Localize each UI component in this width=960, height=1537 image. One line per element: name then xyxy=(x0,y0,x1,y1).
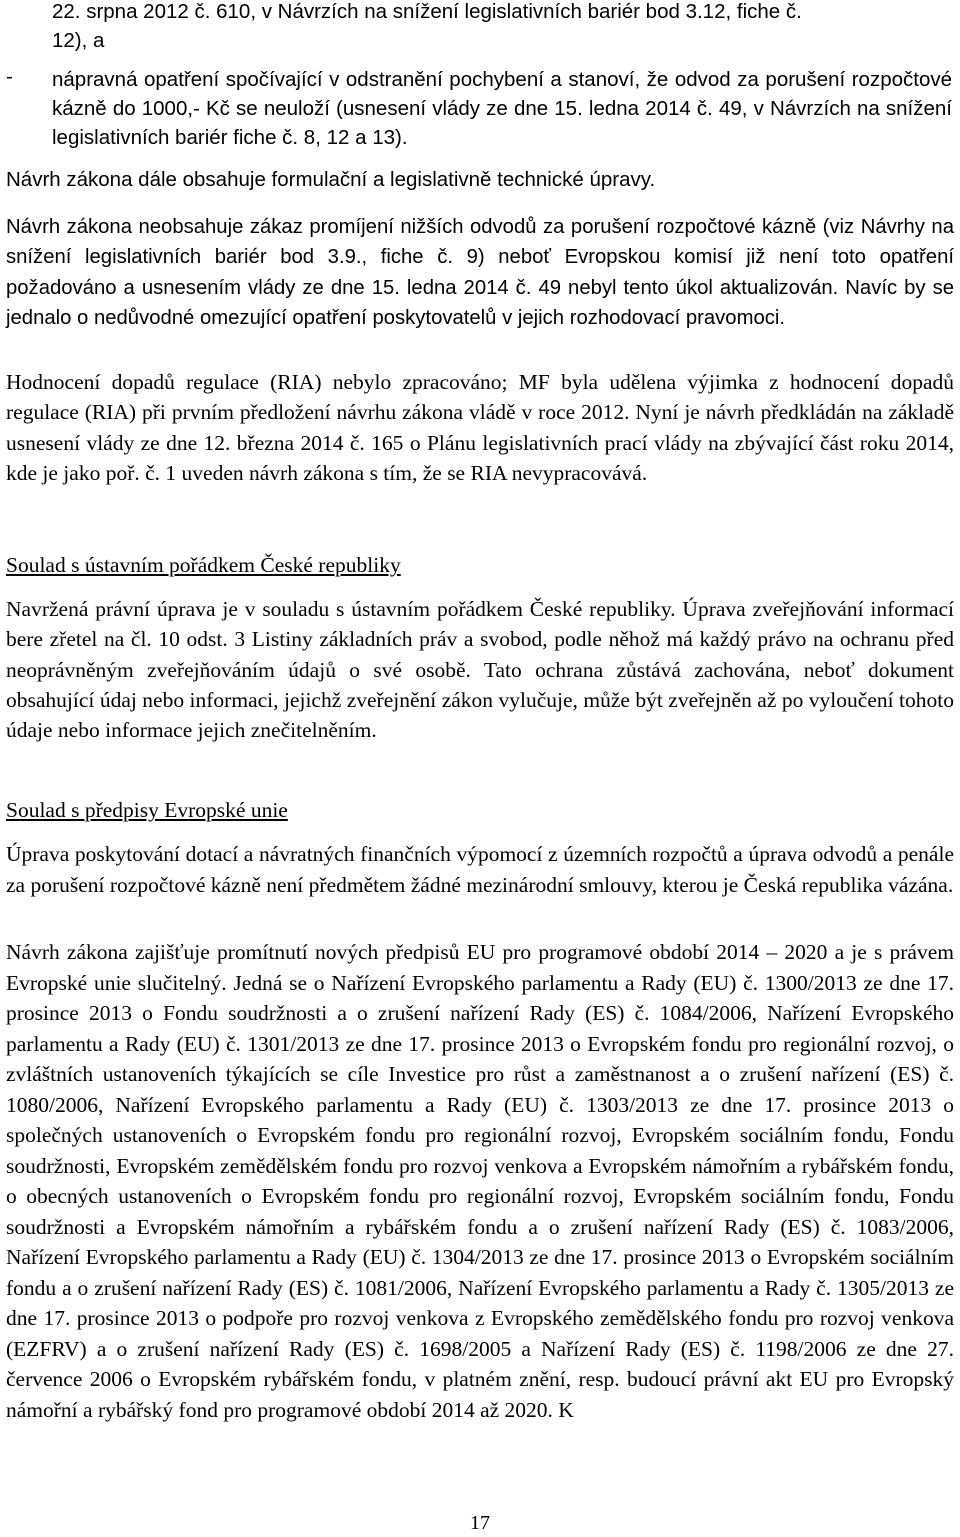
paragraph-ustava: Navržená právní úprava je v souladu s ústavním pořádkem České republiky. Úprava zveřejňování informací bere zřetel na čl. 10 odst. 3 Listiny základních práv a svobod, podle něhož má každý právo na ochranu před neoprávněným zveřejňováním údajů o své osobě. Tato ochrana zůstává zachována, neboť dokument obsahující údaj nebo informaci, jejichž zveřejnění zákon vylučuje, může být zveřejněn až po vyloučení tohoto údaje nebo informace jejich znečitelněním. xyxy=(6,597,954,743)
paragraph-promijeni: Návrh zákona neobsahuje zákaz promíjení nižších odvodů za porušení rozpočtové kázně (viz Návrhy na snížení legislativních bariér bod 3.9., fiche č. 9) neboť Evropskou komisí již není toto opatření požadováno a usnesením vlády ze dne 15. ledna 2014 č. 49 nebyl tento úkol aktualizován. Navíc by se jednalo o nedůvodné omezující opatření poskytovatelů v jejich rozhodovací pravomoci. xyxy=(6,216,954,329)
paragraph-ria: Hodnocení dopadů regulace (RIA) nebylo zpracováno; MF byla udělena výjimka z hodnocení dopadů regulace (RIA) při prvním předložení návrhu zákona vládě v roce 2012. Nyní je návrh předkládán na základě usnesení vlády ze dne 12. března 2014 č. 165 o Plánu legislativních prací vlády na zbývající část roku 2014, kde je jako poř. č. 1 uveden návrh zákona s tím, že se RIA nevypracovává. xyxy=(6,370,954,485)
bullet-text: nápravná opatření spočívající v odstranění pochybení a stanoví, že odvod za porušení rozpočtové kázně do 1000,- Kč se neuloží (usnesení vlády ze dne 15. ledna 2014 č. 49, v Návrzích na snížení legislativních bariér fiche č. 8, 12 a 13). xyxy=(52,68,952,149)
section-heading-eu: Soulad s předpisy Evropské unie xyxy=(6,798,288,822)
section-heading-ustava: Soulad s ústavním pořádkem České republiky xyxy=(6,553,401,577)
paragraph-eu-1: Úprava poskytování dotací a návratných finančních výpomocí z územních rozpočtů a úprava odvodů a penále za porušení rozpočtové kázně není předmětem žádné mezinárodní smlouvy, kterou je Česká republika vázána. xyxy=(6,842,954,897)
continuation-text xyxy=(52,0,952,55)
paragraph-eu-2: Návrh zákona zajišťuje promítnutí nových předpisů EU pro programové období 2014 – 2020 a je s právem Evropské unie slučitelný. Jedná se o Nařízení Evropského parlamentu a Rady (EU) č. 1300/2013 ze dne 17. prosince 2013 o Fondu soudržnosti a o zrušení nařízení Rady (ES) č. 1084/2006, Nařízení Evropského parlamentu a Rady (EU) č. 1301/2013 ze dne 17. prosince 2013 o Evropském fondu pro regionální rozvoj, o zvláštních ustanoveních týkajících se cíle Investice pro růst a zaměstnanost a o zrušení nařízení (ES) č. 1080/2006, Nařízení Evropského parlamentu a Rady (EU) č. 1303/2013 ze dne 17. prosince 2013 o společných ustanoveních o Evropském fondu pro regionální rozvoj, Evropském sociálním fondu, Fondu soudržnosti, Evropském zemědělském fondu pro rozvoj venkova a Evropském námořním a rybářském fondu, o obecných ustanoveních o Evropském fondu pro regionální rozvoj, Evropském sociálním fondu, Fondu soudržnosti a Evropském námořním a rybářském fondu a o zrušení nařízení Rady (ES) č. 1083/2006, Nařízení Evropského parlamentu a Rady (EU) č. 1304/2013 ze dne 17. prosince 2013 o Evropském sociálním fondu a o zrušení nařízení Rady (ES) č. 1081/2006, Nařízení Evropského parlamentu a Rady č. 1305/2013 ze dne 17. prosince 2013 o podpoře pro rozvoj venkova z Evropského zemědělského fondu pro rozvoj venkova (EZFRV) a o zrušení nařízení Rady (ES) č. 1698/2005 a Nařízení Rady (ES) č. 1198/2006 ze dne 27. července 2006 o Evropském rybářském fondu, v platném znění, resp. budoucí právní akt EU pro Evropský námořní a rybářský fond pro programové období 2014 až 2020. K xyxy=(6,940,954,1422)
continuation-line-1: 22. srpna 2012 č. 610, v Návrzích na snížení legislativních bariér bod 3.12, fiche č. xyxy=(52,0,802,23)
paragraph-formulacni: Návrh zákona dále obsahuje formulační a legislativně technické úpravy. xyxy=(6,168,656,191)
continuation-line-2: 12), a xyxy=(52,29,105,52)
bullet-marker: - xyxy=(6,65,13,88)
page-number: 17 xyxy=(470,1512,490,1534)
